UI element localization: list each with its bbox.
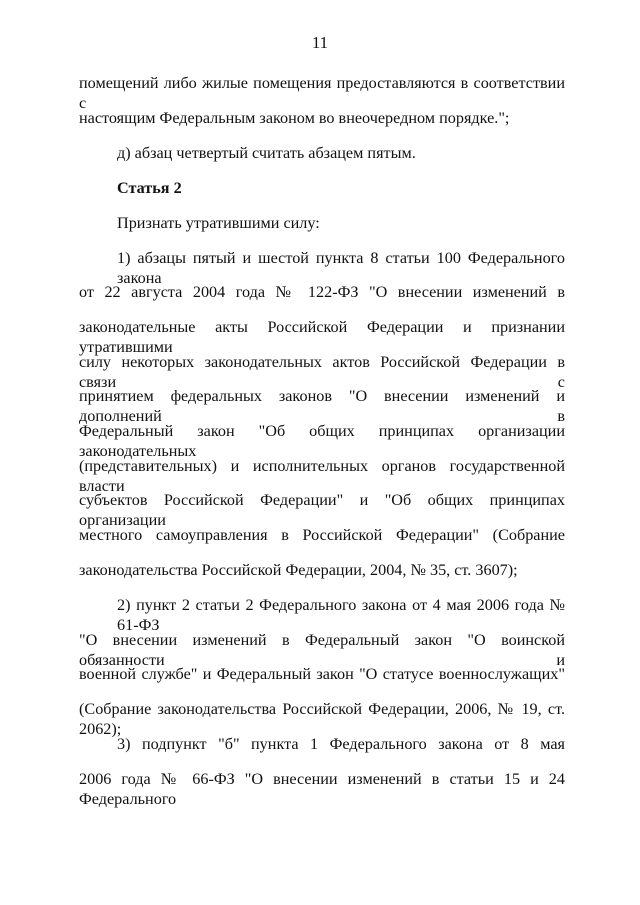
list-item-1-line: 1) абзацы пятый и шестой пункта 8 статьи 100 Федерального закона <box>117 249 565 287</box>
text-line: (Собрание законодательства Российской Федерации, 2006, № 19, ст. 2062); <box>79 700 565 738</box>
article-heading: Статья 2 <box>117 179 182 197</box>
text-line: от 22 августа 2004 года № 122-ФЗ "О внесении изменений в <box>79 283 565 301</box>
text-line: субъектов Российской Федерации" и "Об общих принципах организации <box>79 491 565 529</box>
text-line: Федеральный закон "Об общих принципах организации законодательных <box>79 422 565 460</box>
text-line: местного самоуправления в Российской Федерации" (Собрание <box>79 526 565 544</box>
text-line: (представительных) и исполнительных органов государственной власти <box>79 457 565 495</box>
text-line: Признать утратившими силу: <box>117 214 320 232</box>
text-line: настоящим Федеральным законом во внеочередном порядке."; <box>79 109 510 127</box>
page-number: 11 <box>311 33 329 52</box>
text-line: военной службе" и Федеральный закон "О статусе военнослужащих" <box>79 665 565 683</box>
list-item-3-line: 3) подпункт "б" пункта 1 Федерального закона от 8 мая <box>117 735 565 753</box>
text-line: законодательства Российской Федерации, 2004, № 35, ст. 3607); <box>79 561 518 579</box>
text-line: "О внесении изменений в Федеральный закон "О воинской обязанности и <box>79 631 565 669</box>
text-line: помещений либо жилые помещения предоставляются в соответствии с <box>79 74 565 112</box>
list-item-2-line: 2) пункт 2 статьи 2 Федерального закона от 4 мая 2006 года № 61-ФЗ <box>117 596 565 634</box>
text-line: 2006 года № 66-ФЗ "О внесении изменений в статьи 15 и 24 Федерального <box>79 770 565 808</box>
text-line: силу некоторых законодательных актов Российской Федерации в связи с <box>79 353 565 391</box>
text-line: д) абзац четвертый считать абзацем пятым. <box>117 144 416 162</box>
text-line: законодательные акты Российской Федерации и признании утратившими <box>79 318 565 356</box>
text-line: принятием федеральных законов "О внесении изменений и дополнений в <box>79 387 565 425</box>
